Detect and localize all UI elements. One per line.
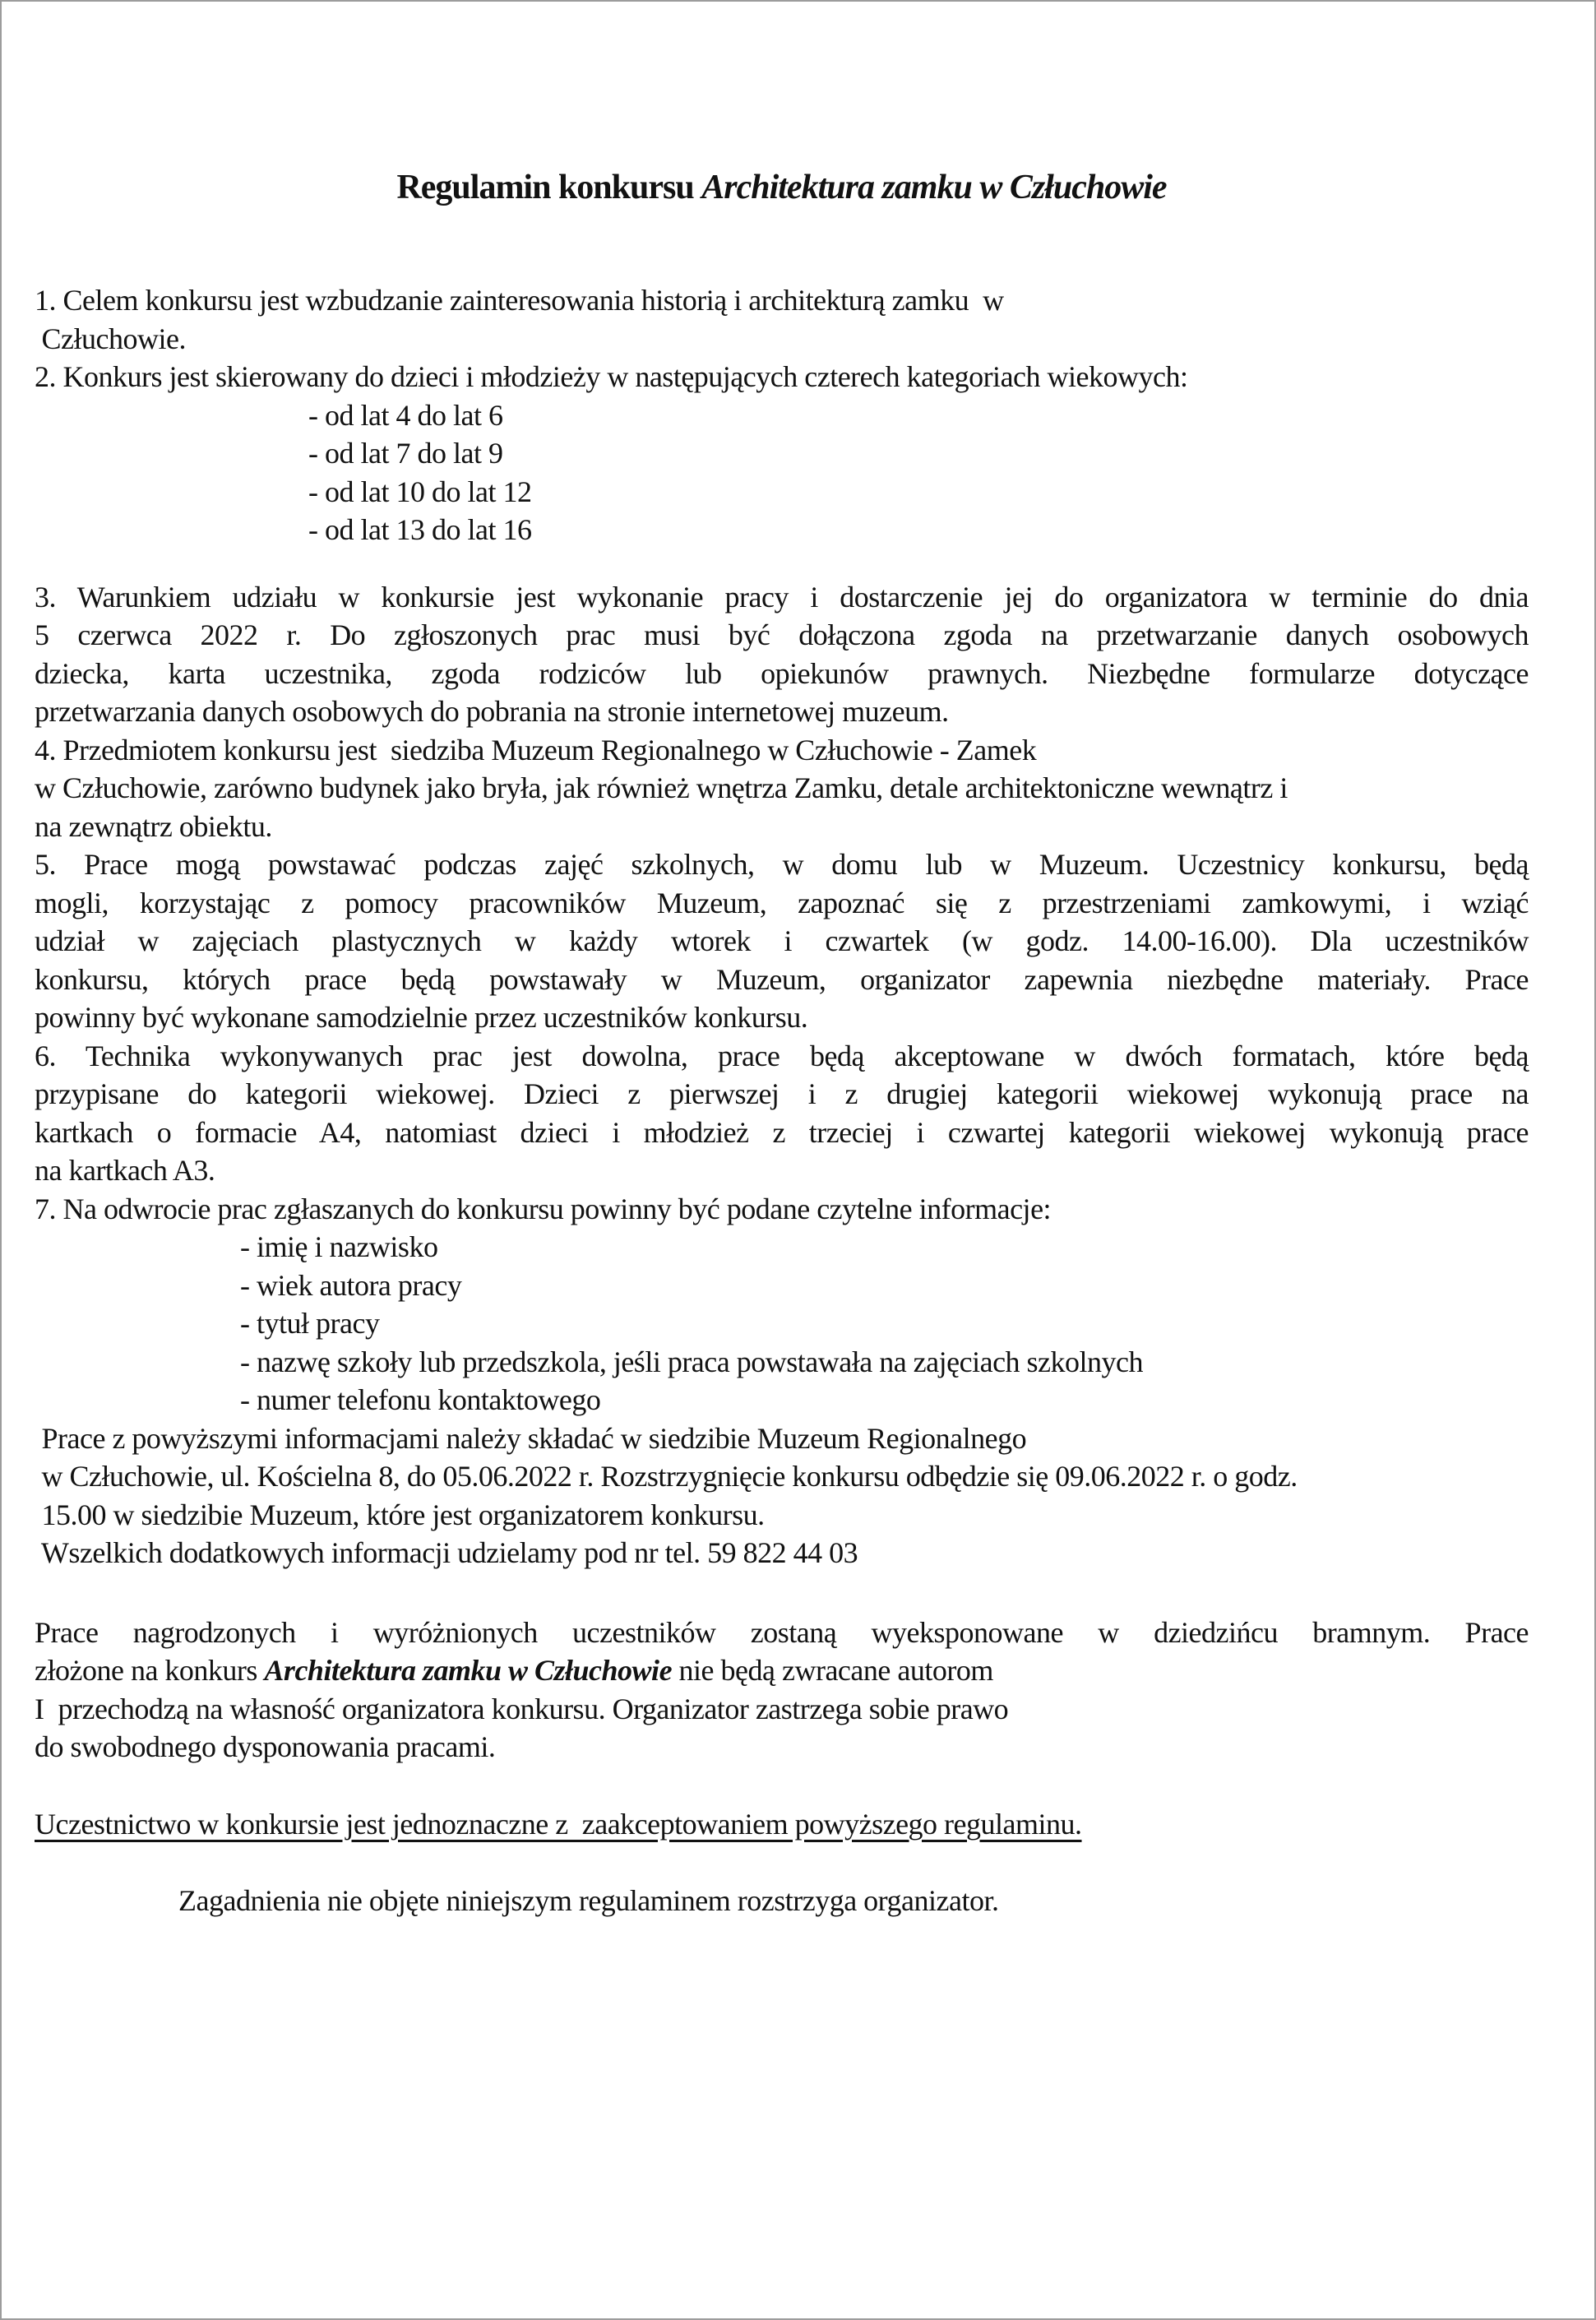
clause-6-line: kartkach o formacie A4, natomiast dzieci i młodzież z trzeciej i czwartej kategorii wiekowej wykonują prace [35, 1115, 1529, 1149]
artwork-info-item: - imię i nazwisko [240, 1230, 438, 1263]
title-prefix: Regulamin konkursu [396, 169, 702, 206]
clause-4-line: 4. Przedmiotem konkursu jest siedziba Muzeum Regionalnego w Człuchowie - Zamek [35, 733, 1037, 766]
clause-4-line: w Człuchowie, zarówno budynek jako bryła, jak również wnętrza Zamku, detale architektoniczne wewnątrz i [35, 771, 1288, 804]
document-title [35, 164, 1529, 211]
clause-5-line: udział w zajęciach plastycznych w każdy wtorek i czwartek (w godz. 14.00-16.00). Dla uczestników [35, 924, 1529, 957]
clause-4 [35, 731, 1529, 846]
clause-3-line: 3. Warunkiem udziału w konkursie jest wykonanie pracy i dostarczenie jej do organizatora w terminie do dnia [35, 580, 1529, 614]
acceptance-statement [35, 1805, 1529, 1844]
clause-6-line: przypisane do kategorii wiekowej. Dzieci z pierwszej i z drugiej kategorii wiekowej wykonują prace na [35, 1077, 1529, 1110]
clause-1-line: 1. Celem konkursu jest wzbudzanie zainteresowania historią i architekturą zamku w [35, 284, 1004, 317]
closing-line: do swobodnego dysponowania pracami. [35, 1730, 496, 1763]
submission-line: Prace z powyższymi informacjami należy składać w siedzibie Muzeum Regionalnego [35, 1421, 1027, 1455]
artwork-info-item: - nazwę szkoły lub przedszkola, jeśli praca powstawała na zajęciach szkolnych [240, 1345, 1144, 1378]
final-note [35, 1882, 1529, 1920]
clause-6 [35, 1037, 1529, 1190]
clause-7 [35, 1190, 1529, 1419]
submission-line: 15.00 w siedzibie Muzeum, które jest organizatorem konkursu. [35, 1498, 765, 1531]
closing-competition-name: Architektura zamku w Człuchowie [264, 1654, 673, 1687]
clause-5-line: 5. Prace mogą powstawać podczas zajęć szkolnych, w domu lub w Muzeum. Uczestnicy konkursu, będą [35, 848, 1529, 881]
title-competition-name: Architektura zamku w Człuchowie [701, 169, 1167, 206]
clause-1 [35, 281, 1529, 358]
submission-info [35, 1419, 1529, 1572]
clause-5-line: konkursu, których prace będą powstawały w Muzeum, organizator zapewnia niezbędne materiały. Prace [35, 962, 1529, 996]
clause-3-line: 5 czerwca 2022 r. Do zgłoszonych prac musi być dołączona zgoda na przetwarzanie danych osobowych [35, 618, 1529, 651]
clause-6-line: na kartkach A3. [35, 1154, 215, 1187]
clause-6-line: 6. Technika wykonywanych prac jest dowolna, prace będą akceptowane w dwóch formatach, które będą [35, 1039, 1529, 1072]
closing-line: I przechodzą na własność organizatora konkursu. Organizator zastrzega sobie prawo [35, 1692, 1009, 1725]
clause-5 [35, 845, 1529, 1037]
artwork-info-item: - numer telefonu kontaktowego [240, 1383, 601, 1416]
clause-2-line: 2. Konkurs jest skierowany do dzieci i młodzieży w następujących czterech kategoriach wiekowych: [35, 360, 1188, 393]
clause-3-line: przetwarzania danych osobowych do pobrania na stronie internetowej muzeum. [35, 695, 949, 728]
age-category-item: - od lat 13 do lat 16 [308, 513, 532, 546]
final-note-line: Zagadnienia nie objęte niniejszym regulaminem rozstrzyga organizator. [178, 1884, 999, 1917]
clause-5-line: mogli, korzystając z pomocy pracowników Muzeum, zapoznać się z przestrzeniami zamkowymi, i wziąć [35, 886, 1529, 919]
closing-line2-suffix: nie będą zwracane autorom [672, 1654, 993, 1687]
artwork-info-item: - wiek autora pracy [240, 1268, 462, 1302]
age-category-item: - od lat 4 do lat 6 [308, 398, 503, 432]
age-category-item: - od lat 7 do lat 9 [308, 437, 503, 470]
closing-line2-prefix: złożone na konkurs [35, 1654, 265, 1687]
age-category-item: - od lat 10 do lat 12 [308, 475, 532, 508]
closing-paragraph [35, 1614, 1529, 1767]
clause-2 [35, 358, 1529, 396]
acceptance-line: Uczestnictwo w konkursie jest jednoznaczne z zaakceptowaniem powyższego regulaminu. [35, 1807, 1082, 1841]
clause-3-line: dziecka, karta uczestnika, zgoda rodziców lub opiekunów prawnych. Niezbędne formularze dotyczące [35, 656, 1529, 690]
clause-4-line: na zewnątrz obiektu. [35, 809, 272, 843]
age-category-list [35, 396, 1529, 549]
closing-line: Prace nagrodzonych i wyróżnionych uczestników zostaną wyeksponowane w dziedzińcu bramnym. Prace [35, 1615, 1529, 1649]
clause-5-line: powinny być wykonane samodzielnie przez uczestników konkursu. [35, 1001, 808, 1034]
submission-line: w Człuchowie, ul. Kościelna 8, do 05.06.2022 r. Rozstrzygnięcie konkursu odbędzie się 09.06.2022 r. o godz. [35, 1460, 1298, 1493]
clause-3 [35, 578, 1529, 731]
clause-1-line: Człuchowie. [35, 322, 186, 355]
clause-7-intro: 7. Na odwrocie prac zgłaszanych do konkursu powinny być podane czytelne informacje: [35, 1192, 1052, 1225]
artwork-info-item: - tytuł pracy [240, 1307, 380, 1340]
closing-line [35, 1651, 1529, 1690]
submission-line: Wszelkich dodatkowych informacji udzielamy pod nr tel. 59 822 44 03 [35, 1536, 858, 1569]
